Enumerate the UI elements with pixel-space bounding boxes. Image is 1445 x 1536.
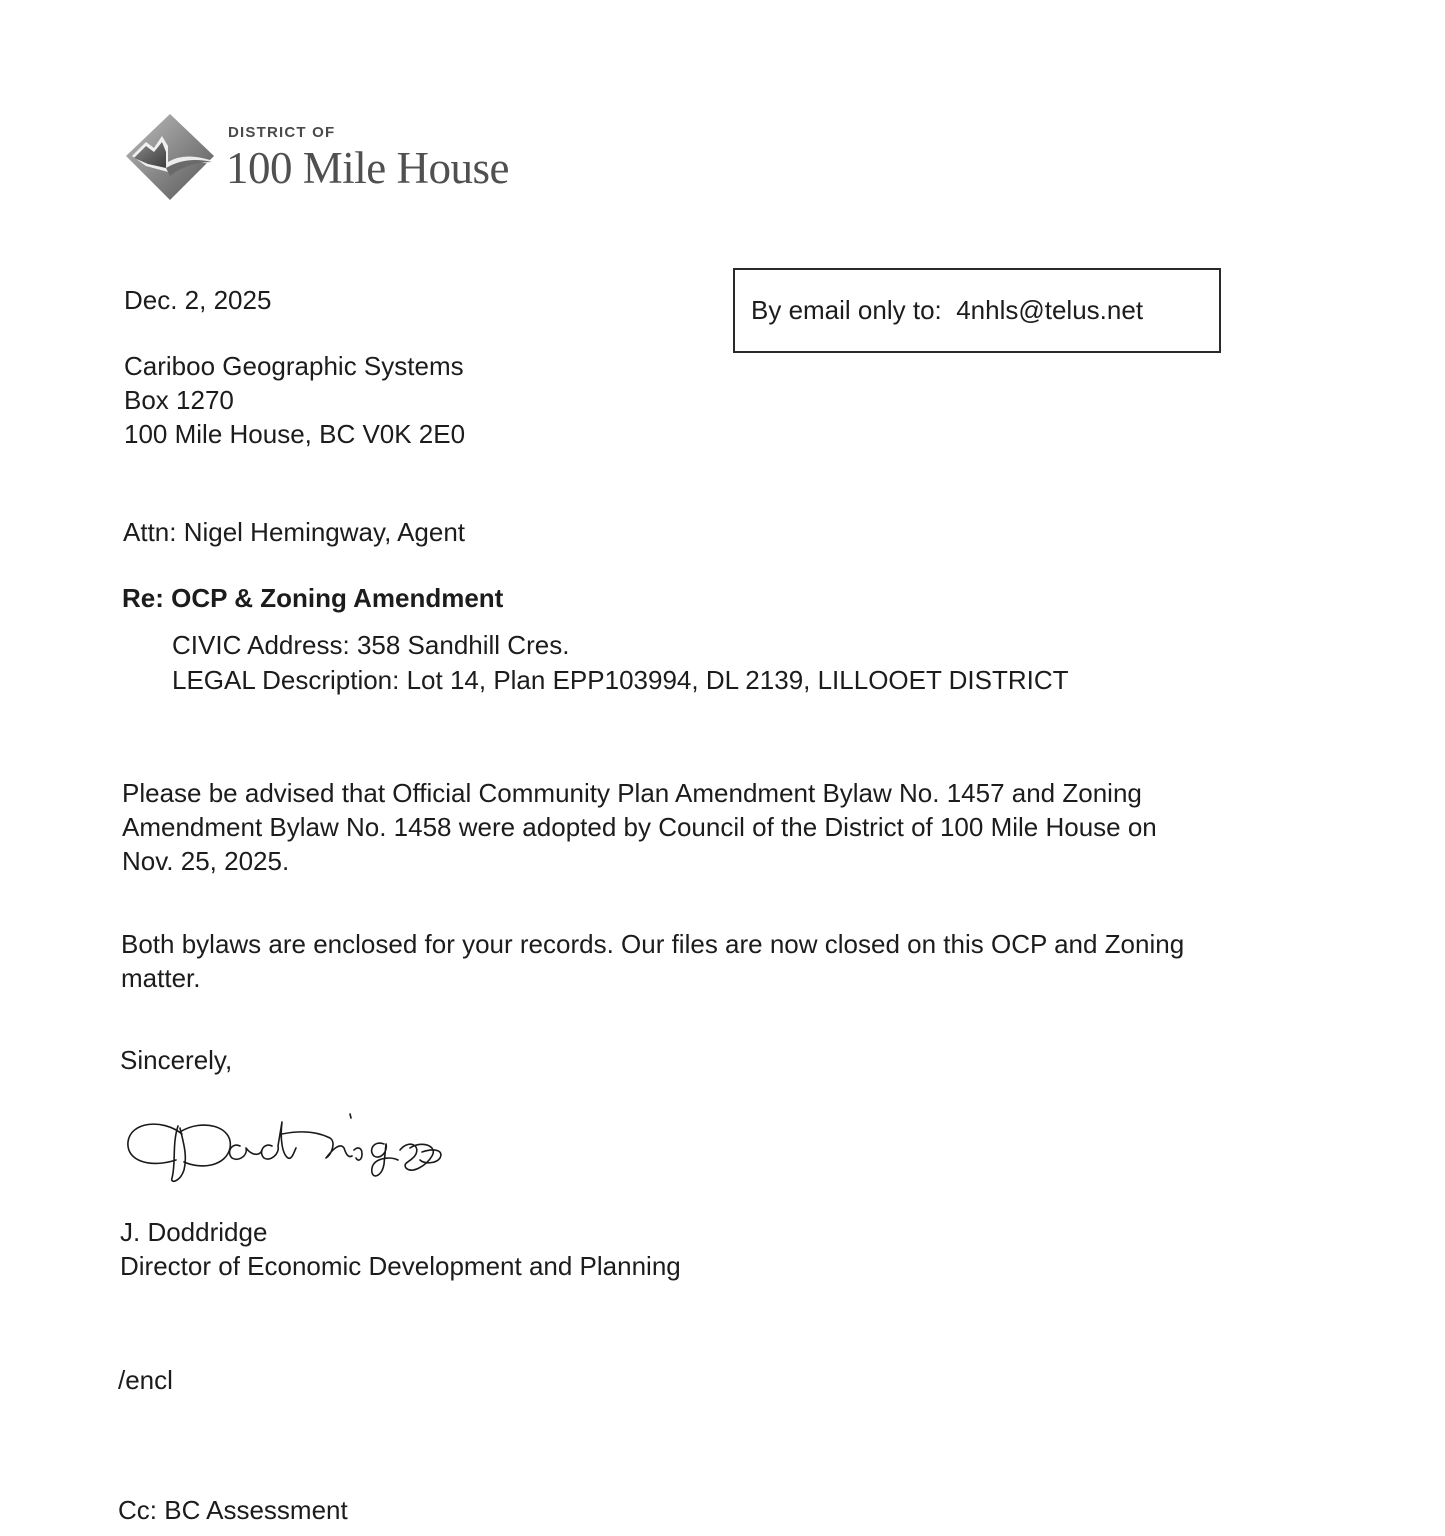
- closing: Sincerely,: [120, 1045, 233, 1075]
- recipient-company: Cariboo Geographic Systems: [124, 351, 464, 381]
- body-paragraph-2-line-1: Both bylaws are enclosed for your records. Our files are now closed on this OCP and Zoning: [121, 929, 1185, 959]
- civic-address: CIVIC Address: 358 Sandhill Cres.: [172, 630, 570, 660]
- body-paragraph-1-line-1: Please be advised that Official Community Plan Amendment Bylaw No. 1457 and Zoning: [122, 778, 1142, 808]
- enclosure-note: /encl: [118, 1365, 173, 1395]
- letterhead-district-of: DISTRICT OF: [228, 124, 336, 141]
- signatory-name: J. Doddridge: [120, 1217, 268, 1247]
- letterhead-name: 100 Mile House: [226, 143, 509, 193]
- district-logo-mountain-icon: [124, 112, 216, 202]
- handwritten-signature: [122, 1104, 452, 1186]
- recipient-box: Box 1270: [124, 385, 234, 415]
- legal-description: LEGAL Description: Lot 14, Plan EPP103994, DL 2139, LILLOOET DISTRICT: [172, 665, 1069, 695]
- delivery-line: [751, 293, 1143, 327]
- recipient-city: 100 Mile House, BC V0K 2E0: [124, 419, 466, 449]
- delivery-label: By email only to:: [751, 295, 942, 325]
- attention-line: Attn: Nigel Hemingway, Agent: [123, 517, 466, 547]
- body-paragraph-2-line-2: matter.: [121, 963, 201, 993]
- letter-date: Dec. 2, 2025: [124, 285, 272, 315]
- signatory-title: Director of Economic Development and Planning: [120, 1251, 681, 1281]
- cc-line: Cc: BC Assessment: [118, 1495, 348, 1525]
- body-paragraph-1-line-3: Nov. 25, 2025.: [122, 846, 290, 876]
- delivery-email: 4nhls@telus.net: [956, 295, 1144, 325]
- body-paragraph-1-line-2: Amendment Bylaw No. 1458 were adopted by Council of the District of 100 Mile House on: [122, 812, 1157, 842]
- subject-line: Re: OCP & Zoning Amendment: [122, 583, 504, 613]
